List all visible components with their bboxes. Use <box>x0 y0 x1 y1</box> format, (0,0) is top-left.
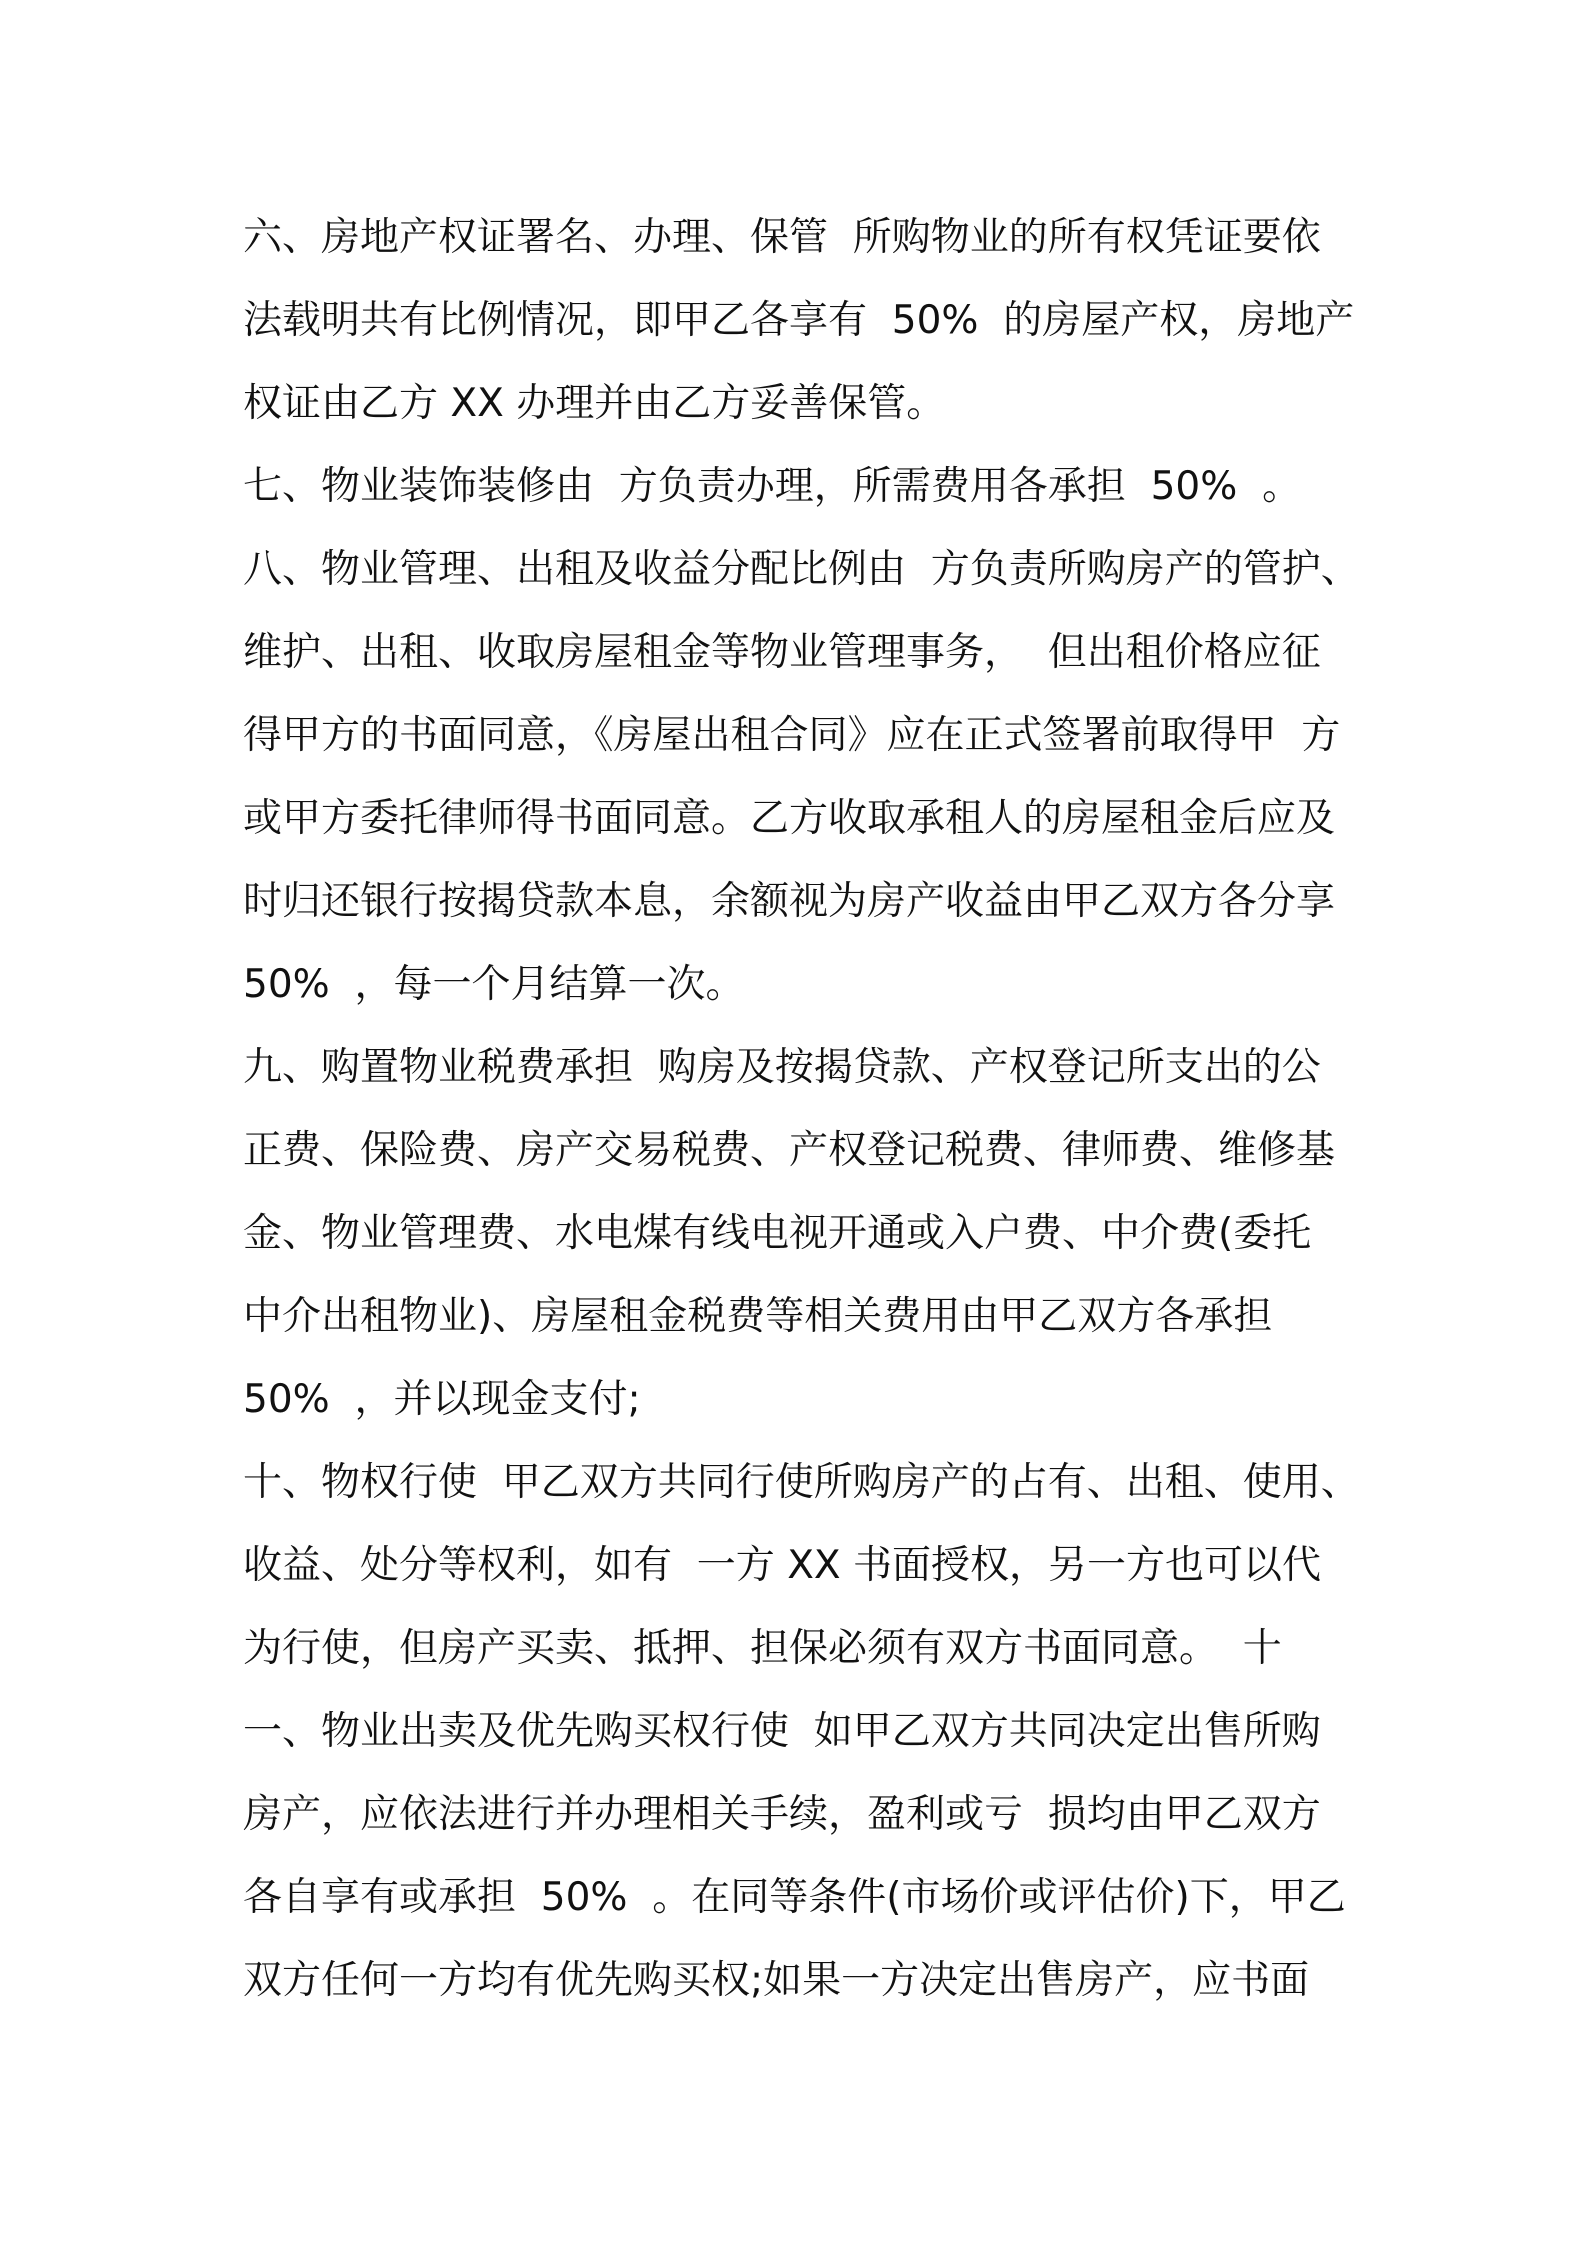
text-line: 八、物业管理、出租及收益分配比例由 方负责所购房产的管护、 <box>243 547 1360 592</box>
text-line: 维护、出租、收取房屋租金等物业管理事务， 但出租价格应征 <box>243 630 1321 675</box>
text-line: 一、物业出卖及优先购买权行使 如甲乙双方共同决定出售所购 <box>243 1709 1321 1754</box>
text-line: 七、物业装饰装修由 方负责办理，所需费用各承担 50% 。 <box>243 464 1302 509</box>
contract-text-body <box>243 196 1363 2022</box>
text-line: 50% ，每一个月结算一次。 <box>243 962 745 1007</box>
text-line: 权证由乙方 XX 办理并由乙方妥善保管。 <box>243 381 946 426</box>
text-line: 十、物权行使 甲乙双方共同行使所购房产的占有、出租、使用、 <box>243 1460 1360 1505</box>
text-line: 中介出租物业)、房屋租金税费等相关费用由甲乙双方各承担 <box>243 1294 1273 1339</box>
text-line: 为行使，但房产买卖、抵押、担保必须有双方书面同意。 十 <box>243 1626 1282 1671</box>
text-line: 六、房地产权证署名、办理、保管 所购物业的所有权凭证要依 <box>243 215 1321 260</box>
text-line: 收益、处分等权利，如有 一方 XX 书面授权，另一方也可以代 <box>243 1543 1322 1588</box>
text-line: 正费、保险费、房产交易税费、产权登记税费、律师费、维修基 <box>243 1128 1336 1173</box>
text-line: 50% ，并以现金支付; <box>243 1377 641 1422</box>
text-line: 得甲方的书面同意，《房屋出租合同》应在正式签署前取得甲 方 <box>243 713 1341 758</box>
text-line: 时归还银行按揭贷款本息，余额视为房产收益由甲乙双方各分享 <box>243 879 1336 924</box>
text-line: 房产，应依法进行并办理相关手续，盈利或亏 损均由甲乙双方 <box>243 1792 1321 1837</box>
text-line: 或甲方委托律师得书面同意。乙方收取承租人的房屋租金后应及 <box>243 796 1336 841</box>
text-line: 法载明共有比例情况，即甲乙各享有 50% 的房屋产权，房地产 <box>243 298 1355 343</box>
text-line: 金、物业管理费、水电煤有线电视开通或入户费、中介费(委托 <box>243 1211 1312 1256</box>
text-line: 九、购置物业税费承担 购房及按揭贷款、产权登记所支出的公 <box>243 1045 1321 1090</box>
text-line: 各自享有或承担 50% 。在同等条件(市场价或评估价)下，甲乙 <box>243 1875 1346 1920</box>
text-line: 双方任何一方均有优先购买权;如果一方决定出售房产，应书面 <box>243 1958 1310 2003</box>
